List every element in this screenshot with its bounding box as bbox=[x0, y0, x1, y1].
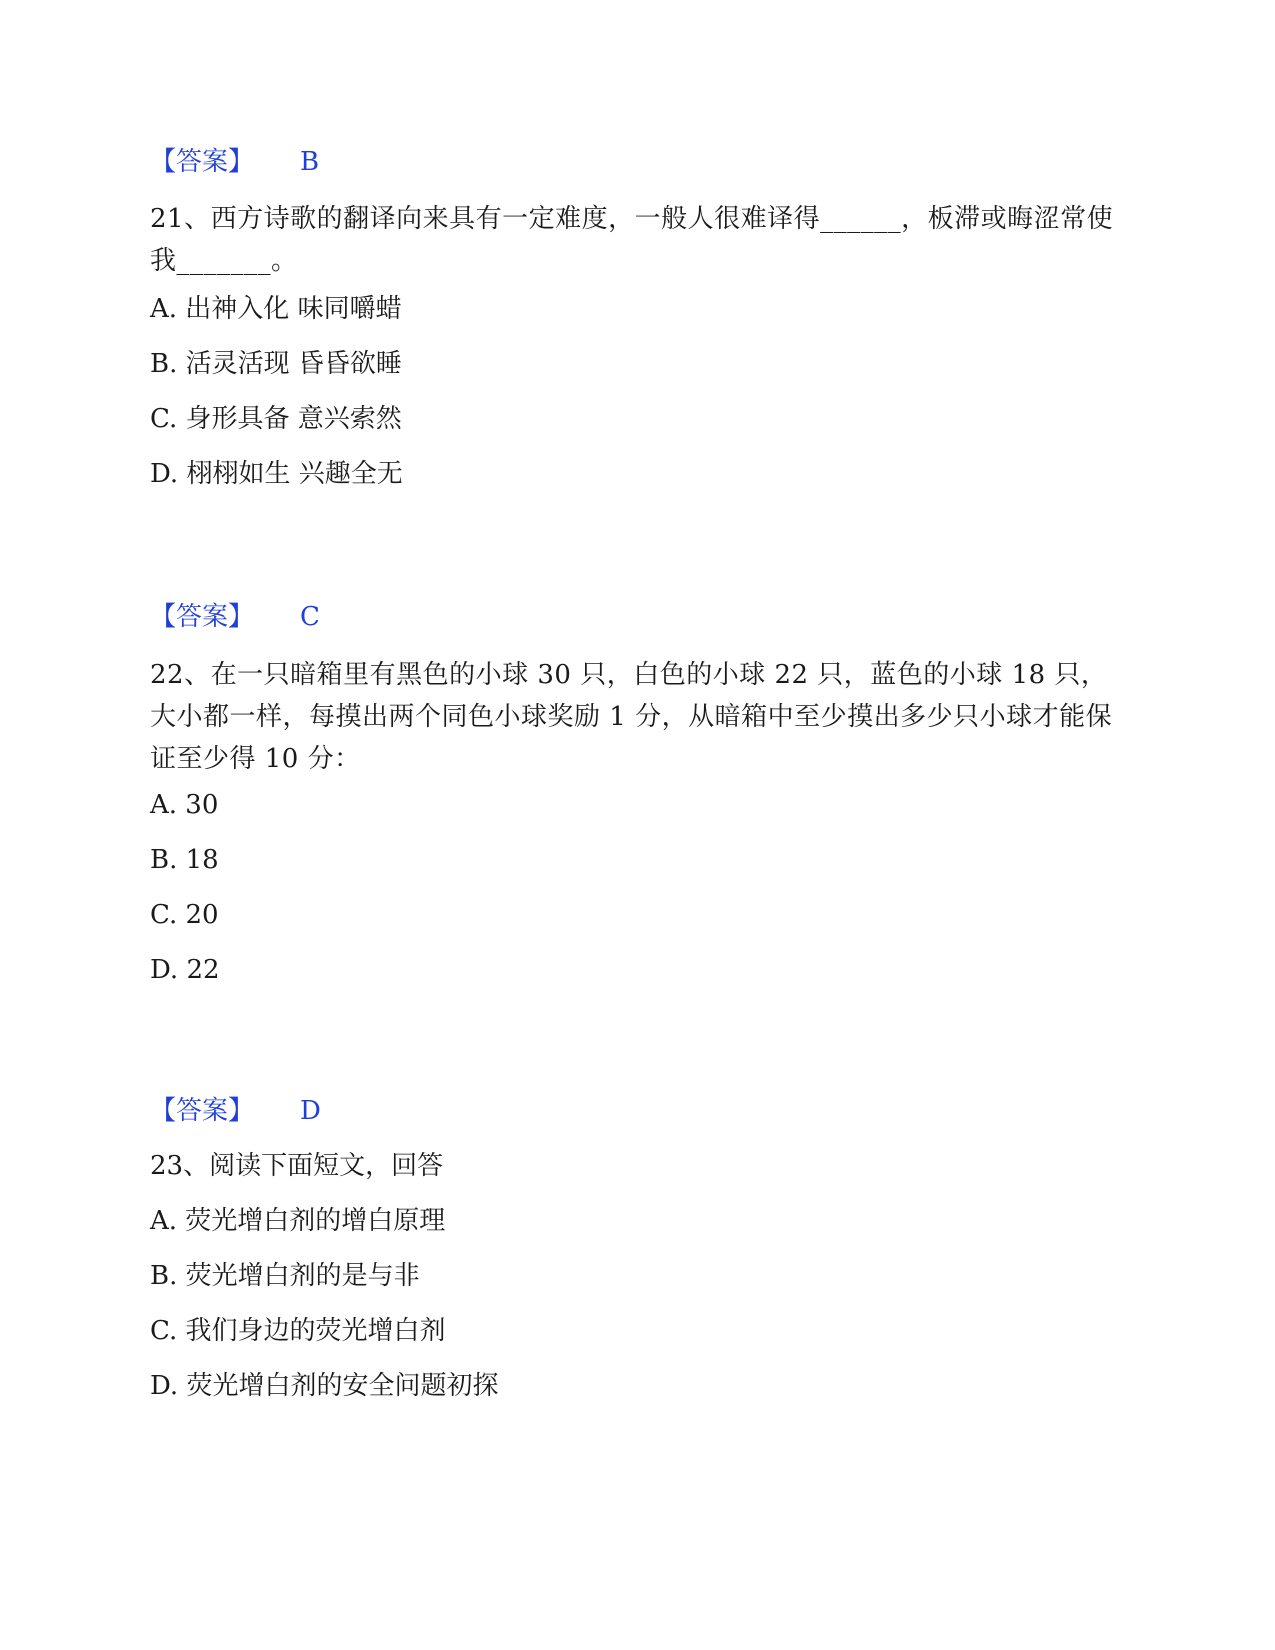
question-21-option-a: A. 出神入化 味同嚼蜡 bbox=[150, 294, 402, 324]
question-22-stem: 22、在一只暗箱里有黑色的小球 30 只，白色的小球 22 只，蓝色的小球 18 只，大小都一样，每摸出两个同色小球奖励 1 分，从暗箱中至少摸出多少只小球才能保证至少得 10 分： bbox=[150, 660, 1113, 774]
answer-label: 【答案】 bbox=[150, 1096, 255, 1126]
question-21-stem: 21、西方诗歌的翻译向来具有一定难度，一般人很难译得______，板滞或晦涩常使我_______。 bbox=[150, 204, 1114, 276]
answer-value: B bbox=[300, 147, 320, 177]
question-23-option-a: A. 荧光增白剂的增白原理 bbox=[150, 1206, 446, 1236]
question-23-option-c: C. 我们身边的荧光增白剂 bbox=[150, 1316, 446, 1346]
question-22-option-c: C. 20 bbox=[150, 900, 219, 930]
question-23-option-d: D. 荧光增白剂的安全问题初探 bbox=[150, 1371, 499, 1401]
answer-line bbox=[150, 602, 320, 632]
question-21-option-c: C. 身形具备 意兴索然 bbox=[150, 404, 402, 434]
answer-line bbox=[150, 1096, 321, 1126]
question-22-option-a: A. 30 bbox=[150, 790, 219, 820]
question-23-stem: 23、阅读下面短文，回答 bbox=[150, 1151, 444, 1181]
answer-value: D bbox=[300, 1096, 321, 1126]
answer-line bbox=[150, 147, 319, 177]
question-22-option-b: B. 18 bbox=[150, 845, 219, 875]
answer-value: C bbox=[300, 602, 320, 632]
answer-label: 【答案】 bbox=[150, 147, 255, 177]
question-22-option-d: D. 22 bbox=[150, 955, 220, 985]
question-23-option-b: B. 荧光增白剂的是与非 bbox=[150, 1261, 420, 1291]
question-21-option-b: B. 活灵活现 昏昏欲睡 bbox=[150, 349, 402, 379]
answer-label: 【答案】 bbox=[150, 602, 255, 632]
question-21-option-d: D. 栩栩如生 兴趣全无 bbox=[150, 459, 403, 489]
